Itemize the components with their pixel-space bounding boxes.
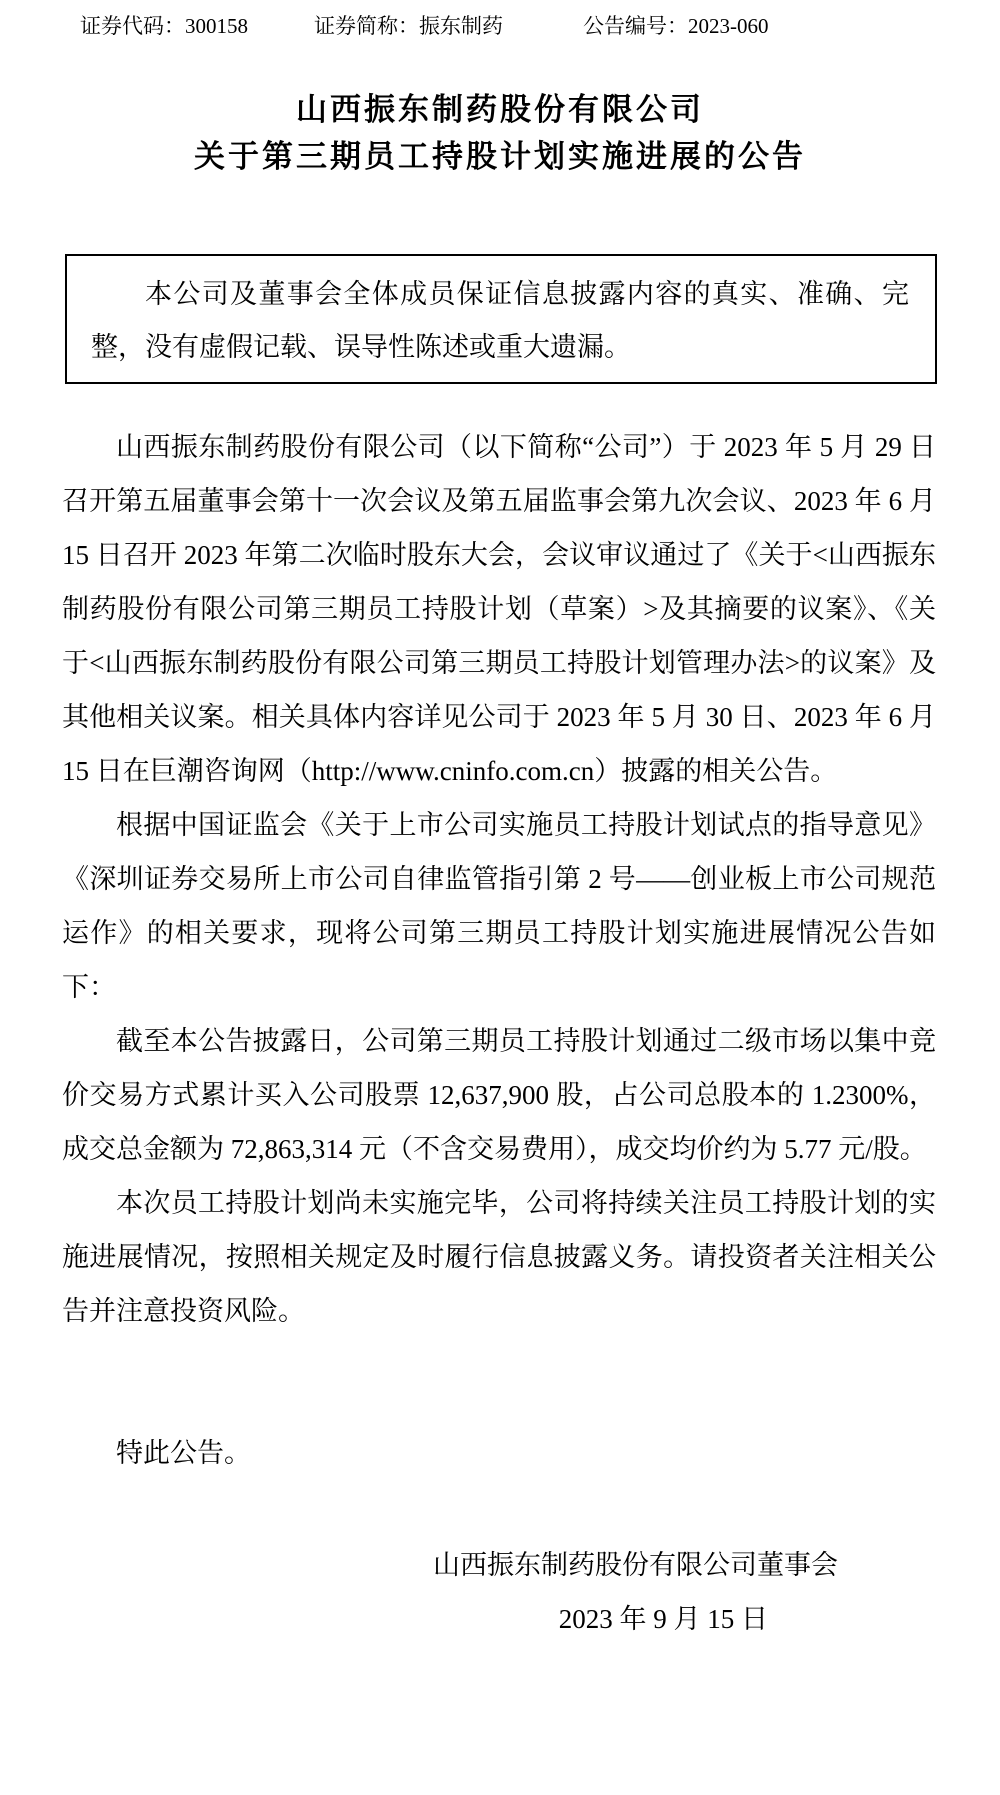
title-block <box>0 86 1000 180</box>
closing-line: 特此公告。 <box>116 1438 251 1468</box>
disclosure-statement-box <box>65 254 937 384</box>
paragraph-regulatory-basis: 根据中国证监会《关于上市公司实施员工持股计划试点的指导意见》《深圳证券交易所上市公司自律监管指引第 2 号——创业板上市公司规范运作》的相关要求，现将公司第三期员工持股计划实施进展情况公告如下： <box>62 810 936 1002</box>
paragraph-meeting-approvals: 山西振东制药股份有限公司（以下简称“公司”）于 2023 年 5 月 29 日召开第五届董事会第十一次会议及第五届监事会第九次会议、2023 年 6 月 15 日召开 2023 年第二次临时股东大会，会议审议通过了《关于<山西振东制药股份有限公司第三期员工持股计划（草案）>及其摘要的议案》、《关于<山西振东制药股份有限公司第三期员工持股计划管理办法>的议案》及其他相关议案。相关具体内容详见公司于 2023 年 5 月 30 日、2023 年 6 月 15 日在巨潮咨询网（http://www.cninfo.com.cn）披露的相关公告。 <box>62 432 936 786</box>
announcement-number: 公告编号：2023-060 <box>583 14 769 38</box>
signature-company: 山西振东制药股份有限公司董事会 <box>433 1550 838 1580</box>
signature-date: 2023 年 9 月 15 日 <box>558 1604 768 1634</box>
paragraph-risk-notice: 本次员工持股计划尚未实施完毕，公司将持续关注员工持股计划的实施进展情况，按照相关规定及时履行信息披露义务。请投资者关注相关公告并注意投资风险。 <box>62 1188 936 1326</box>
company-title: 山西振东制药股份有限公司 <box>296 92 704 127</box>
announcement-title: 关于第三期员工持股计划实施进展的公告 <box>194 139 806 174</box>
document-header <box>0 0 1000 40</box>
signature-block <box>0 1538 1000 1646</box>
paragraph-progress-figures: 截至本公告披露日，公司第三期员工持股计划通过二级市场以集中竞价交易方式累计买入公司股票 12,637,900 股，占公司总股本的 1.2300%，成交总金额为 72,863,314 元（不含交易费用），成交均价约为 5.77 元/股。 <box>62 1026 936 1164</box>
announcement-body <box>62 420 936 1338</box>
disclosure-statement-text: 本公司及董事会全体成员保证信息披露内容的真实、准确、完整，没有虚假记载、误导性陈述或重大遗漏。 <box>91 279 909 362</box>
stock-short-name: 证券简称：振东制药 <box>314 14 503 38</box>
stock-code: 证券代码：300158 <box>80 14 248 38</box>
